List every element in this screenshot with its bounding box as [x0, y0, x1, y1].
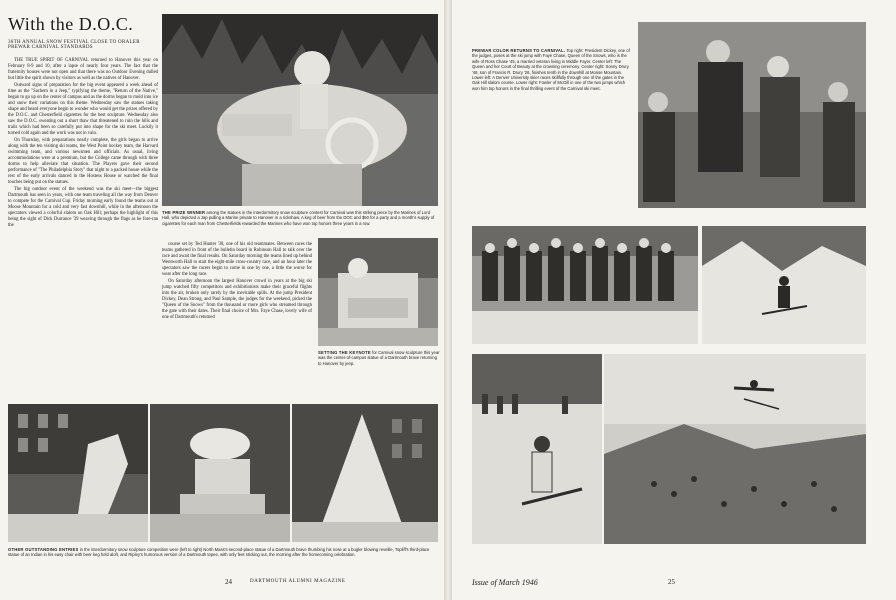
- paragraph: Outward signs of preparation for the big event appeared a week ahead of time as the "Sachem in a Jeep," typifying the theme, "Return of the Native," began to go up on the center of campus and as the dorms began to mold into ice and snow their variations on this theme. Wednesday saw the statues taking shape and heard everyone begin to wonder who would get the prizes offered by the D.O.C. and Chesterfield cigarettes for the best sculpture. Wednesday also saw the D.O.C. sweating out a short thaw that threatened to ruin the hills and trails which had been so carefully put into shape for the ski meet. Luckily it turned cold again and the work was not in vain.: [8, 83, 158, 136]
- caption-text: Top right: President Dickey, one of the judges, poses at the ski jump with Faye Chase, Queen of the Snows, who is the wife of Ross Chase '45, a married veteran living in Middle Fayer. Center left: The Queen and her Court of Beauty at the crowning ceremony. Center right: Sonny Drury '48, son of Francis R. Drury '26, finishes tenth in the downhill at Moose Mountain. Lower left: A Denver University skier races skillfully through one of the gates in the Oak Hill slalom course. Lower right: Fowler of McGill in one of the two jumps which won him top honors in the final thrilling event of the Carnival ski meet.: [472, 48, 630, 91]
- caption-keynote: [318, 350, 440, 366]
- caption-prewar-color: [472, 48, 632, 91]
- right-page: [452, 0, 896, 600]
- text-column-2: [162, 242, 312, 322]
- caption-other-entries: [8, 547, 438, 558]
- paragraph: The big outdoor event of the weekend was the ski meet—the biggest Dartmouth has seen in years, with one team traveling all the way from Denver to compete for the Carnival Cup. Friday morning early found the teams out at Moose Mountain for a cold and very fast downhill, while in the afternoon the spectators viewed a colorful slalom on Oak Hill; perhaps the highlight of this being the sight of Dick Durrance '39 weaving through the flags as he fore-ran the: [8, 187, 158, 228]
- page-gutter: [444, 0, 452, 600]
- caption-lead: THE PRIZE WINNER: [162, 210, 206, 215]
- caption-text: in the interdormitory snow sculpture competition were (left to right) North Mass's second-place statue of a Dartmouth brave thumbing his nose at a bugler blowing reveille, Topliff's third-place statue of an Indian in his easy chair with beer keg held aloft, and Ripley's humorous version of a Dartmouth tepee, with only feet sticking out, the morning after the homecoming celebration.: [8, 547, 430, 558]
- photo-ripley-tepee: [292, 404, 438, 542]
- paragraph: On Thursday, with preparations nearly complete, the girls began to arrive along with the ten visiting ski teams, the West Point hockey team, the Harvard swimming team, and various newsmen and officials. As usual, living accommodations were at a premium, but the College came through with three dorms to help alleviate that situation. The Players gave their second performance of "The Philadelphia Story" that night to a packed house while the rest of the early arrivals danced in the Hostess House or watched the final touches being put on the statues.: [8, 138, 158, 185]
- photo-north-mass-statue: [8, 404, 148, 542]
- page-number-right: 25: [668, 578, 675, 586]
- caption-lead: PREWAR COLOR RETURNS TO CARNIVAL.: [472, 48, 566, 53]
- paragraph: course set by Ted Hunter '38, one of his old teammates. Between races the teams gathered in front of the bulletin board in Robinson Hall to talk over the race and await the final results. On Saturday morning the teams lined up behind Wentworth Hall to start the eight-mile cross-country race, and an hour later the spectators saw the racers begin to come in one by one, a little the worse for wear after the long race.: [162, 242, 312, 277]
- article-title: With the D.O.C.: [8, 14, 134, 34]
- photo-slalom-skier: [472, 354, 602, 544]
- paragraph: THE TRUE SPIRIT OF CARNIVAL returned to Hanover this year on February 8-9 and 10, after a lapse of nearly four years. The fact that the fraternity houses were not open and that there was no Outdoor Evening dulled but little the spirit shown by visitors as well as the natives of Hanover.: [8, 58, 158, 81]
- photo-drury-downhill: [702, 226, 866, 344]
- paragraph: On Saturday afternoon the largest Hanover crowd in years at the big ski jump watched fifty competitors and exhibitionists make their graceful flights into the air, broken only rarely by the inevitable spills. At the jump President Dickey, Dean Strong, and Paul Sample, the judges for the weekend, picked the "Queen of the Snows" from the thousand or more girls who streamed through the gate with their dates. Their final choice of Mrs. Faye Chase, lovely wife of one of Dartmouth's returned: [162, 279, 312, 320]
- caption-lead: OTHER OUTSTANDING ENTRIES: [8, 547, 79, 552]
- page-number-left: 24: [225, 578, 232, 586]
- photo-queen-court: [472, 226, 698, 344]
- issue-date: Issue of March 1946: [472, 578, 538, 587]
- photo-dickey-and-queen: [638, 22, 866, 208]
- magazine-name: DARTMOUTH ALUMNI MAGAZINE: [250, 579, 346, 584]
- caption-prize-winner: [162, 210, 438, 226]
- caption-text: among the statues in the interdormitory snow sculpture contest for Carnival was this striking piece by the Marines of Lord Hall, who depicted a Jap pulling a Marine private to Hanover in a rickshaw. A keg of beer from the DOC and $50 for a party and a month's supply of cigarettes for each man from Chesterfields rewarded the Marines who have won top honors three years in a row.: [162, 210, 435, 226]
- article-subhead: 36TH ANNUAL SNOW FESTIVAL CLOSE TO ORALER PREWAR CARNIVAL STANDARDS: [8, 40, 140, 50]
- text-column-1: [8, 58, 158, 230]
- caption-lead: SETTING THE KEYNOTE: [318, 350, 371, 355]
- photo-keynote-sculpture: [318, 238, 438, 346]
- left-page: [0, 0, 444, 600]
- photo-prize-winner-sculpture: [162, 14, 438, 206]
- photo-topliff-statue: [150, 404, 290, 542]
- caption-text: for Carnival snow sculpture this year was the center-of-campus statue of a Dartmouth brave returning to Hanover by jeep.: [318, 350, 440, 366]
- photo-ski-jump-fowler: [604, 354, 866, 544]
